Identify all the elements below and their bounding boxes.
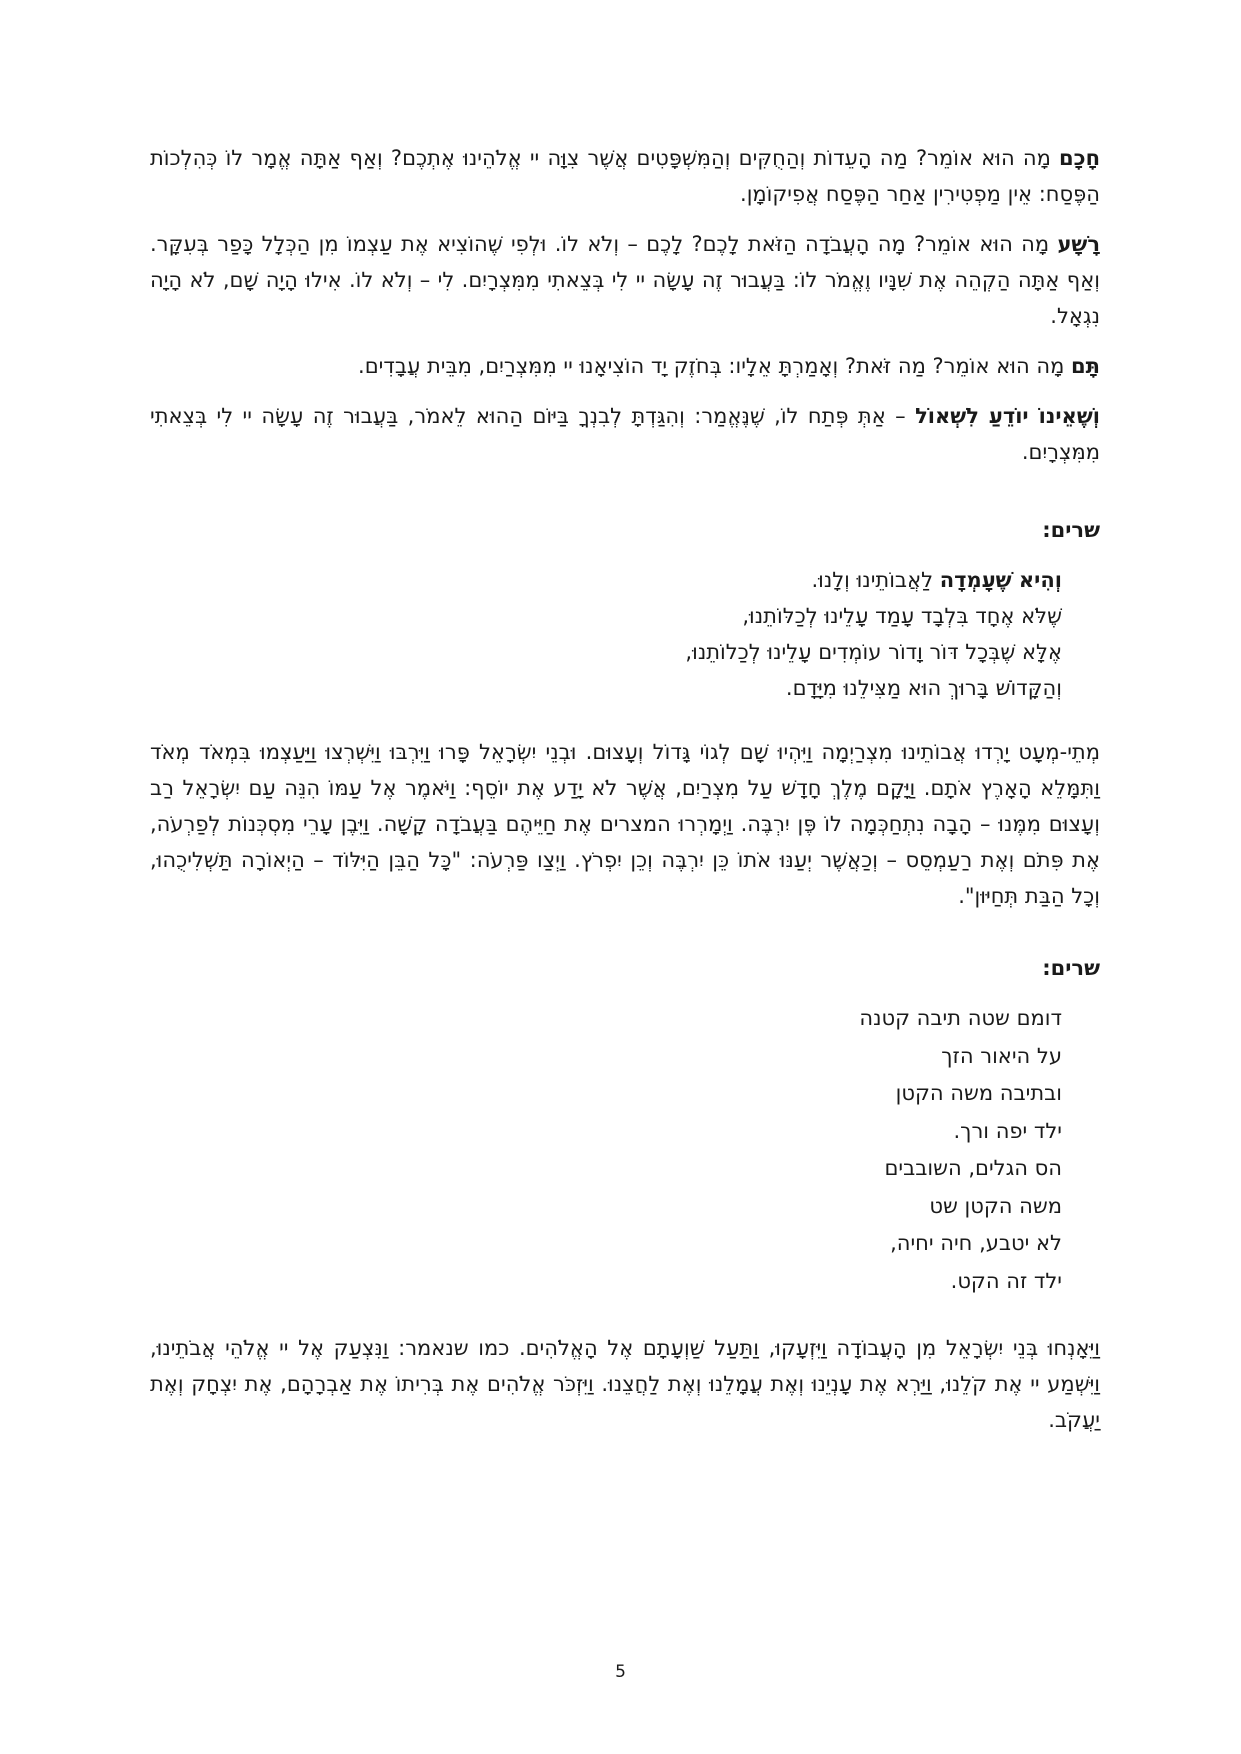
poem-moses-basket <box>150 1000 1100 1300</box>
poem-line: משה הקטן שט <box>929 1193 1062 1218</box>
poem-line: שֶׁלֹּא אֶחָד בִּלְבָד עָמַד עָלֵינוּ לְכַלּוֹתֵנוּ, <box>742 604 1062 628</box>
poem-line: הס הגלים, השובבים <box>884 1156 1062 1180</box>
paragraph-text: – אַתְּ פְּתַח לוֹ, שֶׁנֶּאֱמַר: וְהִגַּדְתָּ לְבִנְךָ בַּיּוֹם הַהוּא לֵאמֹר, בַּעֲבוּר זֶה עָשָׂה יי לִי בְּצֵאתִי מִמִּצְרָיִם. <box>150 404 1100 464</box>
poem-line: ילד זה הקט. <box>950 1268 1062 1293</box>
page-number: 5 <box>615 1662 626 1682</box>
poem-line: ילד יפה ורך. <box>953 1118 1062 1143</box>
poem-line: על היאור הזך <box>941 1043 1062 1068</box>
document-page <box>150 140 1100 1452</box>
poem-line-text: לַאֲבוֹתֵינוּ וְלָנוּ. <box>811 568 940 592</box>
paragraph-israel-cried-out: וַיֵּאָנְחוּ בְּנֵי יִשְׂרָאֵל מִן הָעֲבוֹדָה וַיִּזְעָקוּ, וַתַּעַל שַׁוְעָתָם אֶל הָאֱלֹהִים. כמו שנאמר: וַנִּצְעַק אֶל יי אֱלֹהֵי אֲבֹתֵינוּ, וַיִּשְׁמַע יי אֶת קֹלֵנוּ, וַיַּרְא אֶת עָנְיֵנוּ וְאֶת עֲמָלֵנוּ וְאֶת לַחֲצֵנוּ. וַיִּזְכֹּר אֱלֹהִים אֶת בְּרִיתוֹ אֶת אַבְרָהָם, אֶת יִצְחָק וְאֶת יַעֲקֹב. <box>150 1336 1100 1432</box>
poem-line: אֶלָּא שֶׁבְּכָל דּוֹר וָדוֹר עוֹמְדִים עָלֵינוּ לְכַלוֹתֵנוּ, <box>685 640 1062 664</box>
poem-line: ובתיבה משה הקטן <box>895 1081 1062 1105</box>
paragraph-wicked-son <box>150 226 1100 334</box>
section-title-sing-1: שרים: <box>1042 518 1100 542</box>
paragraph-simple-son <box>150 348 1100 384</box>
paragraph-wise-son <box>150 140 1100 212</box>
term-simple: תָּם <box>1071 354 1100 378</box>
poem-line <box>150 562 1062 598</box>
poem-vehi-sheamda <box>150 562 1100 706</box>
paragraph-text: מָה הוּא אוֹמֵר? מַה זֹּאת? וְאָמַרְתָּ אֵלָיו: בְּחֹזֶק יָד הוֹצִיאָנוּ יי מִמִּצְרַיִם, מִבֵּית עֲבָדִים. <box>358 354 1072 378</box>
term-unable-to-ask: וְשֶׁאֵינוֹ יוֹדֵעַ לִשְׁאוֹל <box>915 404 1100 428</box>
term-wise: חָכָם <box>1059 146 1100 170</box>
paragraph-text: מָה הוּא אוֹמֵר? מַה הָעֵדוֹת וְהַחֻקִּים וְהַמִּשְׁפָּטִים אֲשֶׁר צִוָּה יי אֱלֹהֵינוּ אֶתְכֶם? וְאַף אַתָּה אֱמָר לוֹ כְּהִלְכוֹת הַפֶּסַח: אֵין מַפְטִירִין אַחַר הַפֶּסַח אֲפִיקוֹמָן. <box>150 146 1100 206</box>
paragraph-unable-to-ask-son <box>150 398 1100 470</box>
poem-line: דומם שטה תיבה קטנה <box>859 1006 1062 1030</box>
paragraph-text: מָה הוּא אוֹמֵר? מָה הָעֲבֹדָה הַזֹּאת לָכֶם? לָכֶם – וְלֹא לוֹ. וּלְפִי שֶׁהוֹצִיא אֶת עַצְמוֹ מִן הַכְּלָל כָּפַר בְּעִקָּר. וְאַף אַתָּה הַקְהֵה אֶת שִׁנָּיו וֶאֱמֹר לוֹ: בַּעֲבוּר זֶה עָשָׂה יי לִי בְּצֵאתִי מִמִּצְרָיִם. לִי – וְלֹא לוֹ. אִילוּ הָיָה שָׁם, לֹא הָיָה נִגְאָל. <box>150 232 1100 328</box>
paragraph-few-in-number: מְתֵי-מְעָט יָרְדוּ אֲבוֹתֵינוּ מִצְרַיְמָה וַיִּהְיוּ שָׁם לְגוֹי גָּדוֹל וְעָצוּם. וּבְנֵי יִשְׂרָאֵל פָּרוּ וַיִּרְבּוּ וַיִּשְׁרְצוּ וַיַּעַצְמוּ בִּמְאֹד מְאֹד וַתִּמָּלֵא הָאָרֶץ אֹתָם. וַיָּקָם מֶלֶךְ חָדָשׁ עַל מִצְרַיִם, אֲשֶׁר לֹא יָדַע אֶת יוֹסֵף: וַיֹּאמֶר אֶל עַמּוֹ הִנֵּה עַם יִשְׂרָאֵל רַב וְעָצוּם מִמֶּנוּ – הָבָה נִתְחַכְּמָה לוֹ פֶּן יִרְבֶּה. וַיְמָרְרוּ המצרים אֶת חַיֵּיהֶם בַּעֲבֹדָה קָשָׁה. וַיִּבֶן עָרֵי מִסְכְּנוֹת לְפַרְעֹה, אֶת פִּתֹם וְאֶת רַעַמְסֵס – וְכַאֲשֶׁר יְעַנּוּ אֹתוֹ כֵּן יִרְבֶּה וְכֵן יִפְרֹץ. וַיְצַו פַּרְעֹה: "כָּל הַבֵּן הַיִּלּוֹד – הַיְאוֹרָה תַּשְׁלִיכֻהוּ, וְכָל הַבַּת תְּחַיּוּן". <box>150 740 1100 908</box>
poem-line: לא יטבע, חיה יחיה, <box>890 1231 1062 1255</box>
section-title-sing-2: שרים: <box>1042 956 1100 980</box>
poem-line: וְהַקָּדוֹשׁ בָּרוּךְ הוּא מַצִּילֵנוּ מִיָּדָם. <box>785 676 1062 700</box>
poem-bold-opening: וְהִיא שֶׁעָמְדָה <box>939 568 1062 592</box>
term-wicked: רָשָׁע <box>1057 232 1100 256</box>
